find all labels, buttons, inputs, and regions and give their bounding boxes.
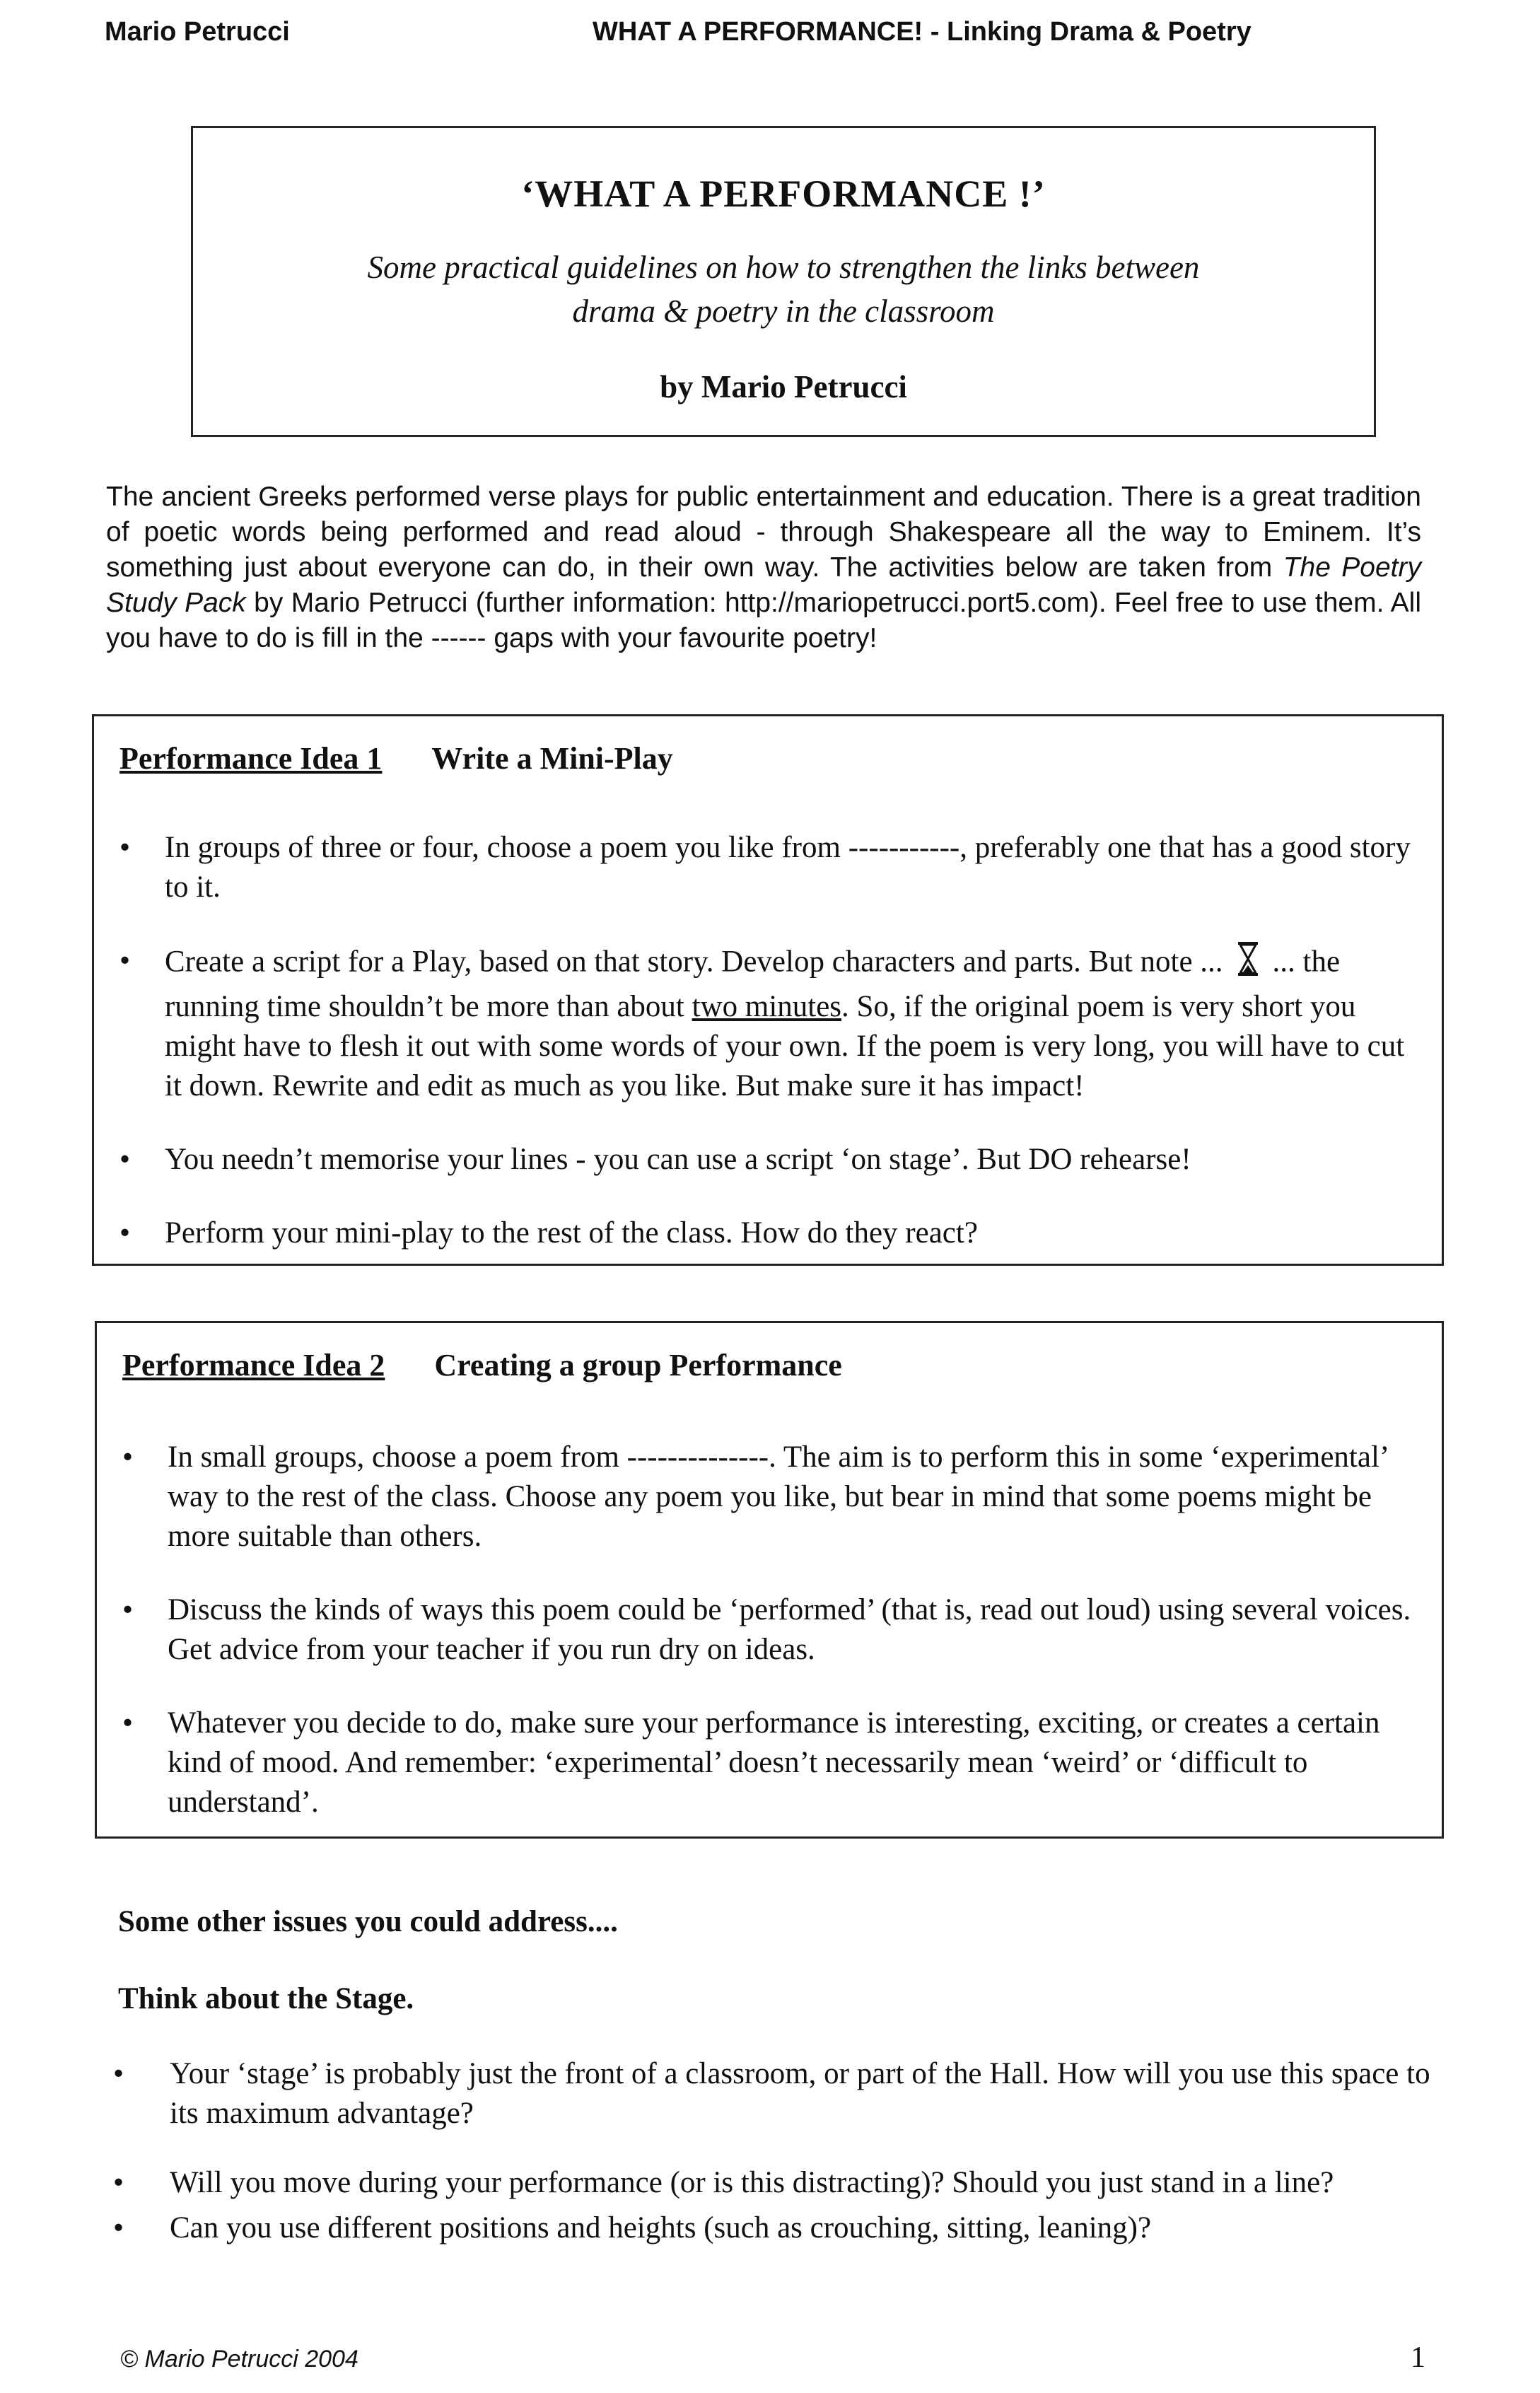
idea2-title: Creating a group Performance bbox=[434, 1348, 842, 1382]
list-item bbox=[97, 1438, 1413, 1556]
underlined-text: two minutes bbox=[692, 990, 842, 1023]
list-item-text: In groups of three or four, choose a poem you like from -----------, preferably one that has a good story to it. bbox=[165, 831, 1411, 904]
page-number: 1 bbox=[1411, 2341, 1425, 2374]
title-box bbox=[191, 126, 1376, 437]
list-item-text: Will you move during your performance (or is this distracting)? Should you just stand in a line? bbox=[170, 2166, 1334, 2199]
header-title: WHAT A PERFORMANCE! - Linking Drama & Poetry bbox=[593, 17, 1252, 47]
bullet: • bbox=[119, 944, 131, 977]
list-item-text: ... the running time shouldn’t be more than about bbox=[165, 945, 1341, 1023]
page-title: ‘WHAT A PERFORMANCE !’ bbox=[521, 173, 1046, 215]
list-item bbox=[99, 2208, 1442, 2248]
bullet: • bbox=[119, 1143, 131, 1176]
bullet: • bbox=[122, 1440, 134, 1474]
list-item-text: Whatever you decide to do, make sure your performance is interesting, exciting, or creates a certain kind of mood. And remember: ‘experimental’ doesn’t necessarily mean ‘weird’ or ‘difficult to understand’. bbox=[168, 1706, 1380, 1819]
stage-list bbox=[99, 2054, 1442, 2248]
idea2-heading bbox=[122, 1347, 842, 1383]
list-item-text: Discuss the kinds of ways this poem could be ‘performed’ (that is, read out loud) using several voices. Get advice from your teacher if you run dry on ideas. bbox=[168, 1593, 1411, 1666]
idea1-heading bbox=[119, 740, 673, 776]
idea1-label: Performance Idea 1 bbox=[119, 741, 383, 776]
bullet: • bbox=[113, 2057, 124, 2090]
page-subtitle: Some practical guidelines on how to strengthen the links between drama & poetry in the classroom bbox=[367, 250, 1200, 329]
list-item bbox=[94, 1140, 1413, 1180]
byline: by Mario Petrucci bbox=[660, 369, 907, 404]
list-item-text: . So, if the original poem is very short you might have to flesh it out with some words of your own. If the poem is very long, you will have to cut it down. Rewrite and edit as much as you like. But make sure it has impact! bbox=[165, 990, 1405, 1102]
bullet: • bbox=[119, 831, 131, 864]
other-issues-heading: Some other issues you could address.... bbox=[118, 1905, 618, 1938]
intro-text-2: by Mario Petrucci (further information: http://mariopetrucci.port5.com). Feel free to use them. All you have to do is fill in the ------ gaps with your favourite poetry! bbox=[106, 588, 1421, 653]
header-author: Mario Petrucci bbox=[105, 17, 290, 47]
idea2-label: Performance Idea 2 bbox=[122, 1348, 385, 1382]
intro-text-1: The ancient Greeks performed verse plays for public entertainment and education. There is a great tradition of poetic words being performed and read aloud - through Shakespeare all the way to Eminem. It’s something just about everyone can do, in their own way. The activities below are taken from bbox=[106, 482, 1421, 583]
list-item-text: Your ‘stage’ is probably just the front of a classroom, or part of the Hall. How will you use this space to its maximum advantage? bbox=[170, 2057, 1430, 2130]
list-item bbox=[94, 1213, 1413, 1253]
bullet: • bbox=[113, 2166, 124, 2199]
intro-paragraph bbox=[106, 479, 1421, 656]
bullet: • bbox=[119, 1216, 131, 1250]
idea1-title: Write a Mini-Play bbox=[431, 741, 673, 776]
idea2-list bbox=[97, 1438, 1413, 1856]
hourglass-icon bbox=[1236, 941, 1260, 987]
list-item-text: Can you use different positions and heights (such as crouching, sitting, leaning)? bbox=[170, 2211, 1152, 2244]
list-item bbox=[94, 828, 1413, 907]
bullet: • bbox=[122, 1706, 134, 1740]
performance-idea-2-box bbox=[95, 1321, 1444, 1839]
list-item-text: In small groups, choose a poem from --------------. The aim is to perform this in some ‘experimental’ way to the rest of the class. Choose any poem you like, but bear in mind that some poems might be more suitable than others. bbox=[168, 1440, 1388, 1553]
book-title: The Poetry Study Pack bbox=[106, 552, 1421, 618]
list-item bbox=[97, 1590, 1413, 1670]
list-item bbox=[97, 1704, 1413, 1822]
bullet: • bbox=[113, 2211, 124, 2244]
list-item bbox=[99, 2054, 1442, 2133]
performance-idea-1-box bbox=[92, 714, 1444, 1266]
bullet: • bbox=[122, 1593, 134, 1626]
list-item-text: Create a script for a Play, based on that story. Develop characters and parts. But note ... bbox=[165, 945, 1223, 979]
list-item-text: You needn’t memorise your lines - you can use a script ‘on stage’. But DO rehearse! bbox=[165, 1143, 1191, 1176]
list-item bbox=[99, 2163, 1442, 2203]
list-item bbox=[94, 941, 1413, 1106]
stage-subheading: Think about the Stage. bbox=[118, 1982, 414, 2015]
copyright-notice: © Mario Petrucci 2004 bbox=[120, 2346, 358, 2372]
idea1-list bbox=[94, 828, 1413, 1287]
list-item-text: Perform your mini-play to the rest of the class. How do they react? bbox=[165, 1216, 978, 1250]
